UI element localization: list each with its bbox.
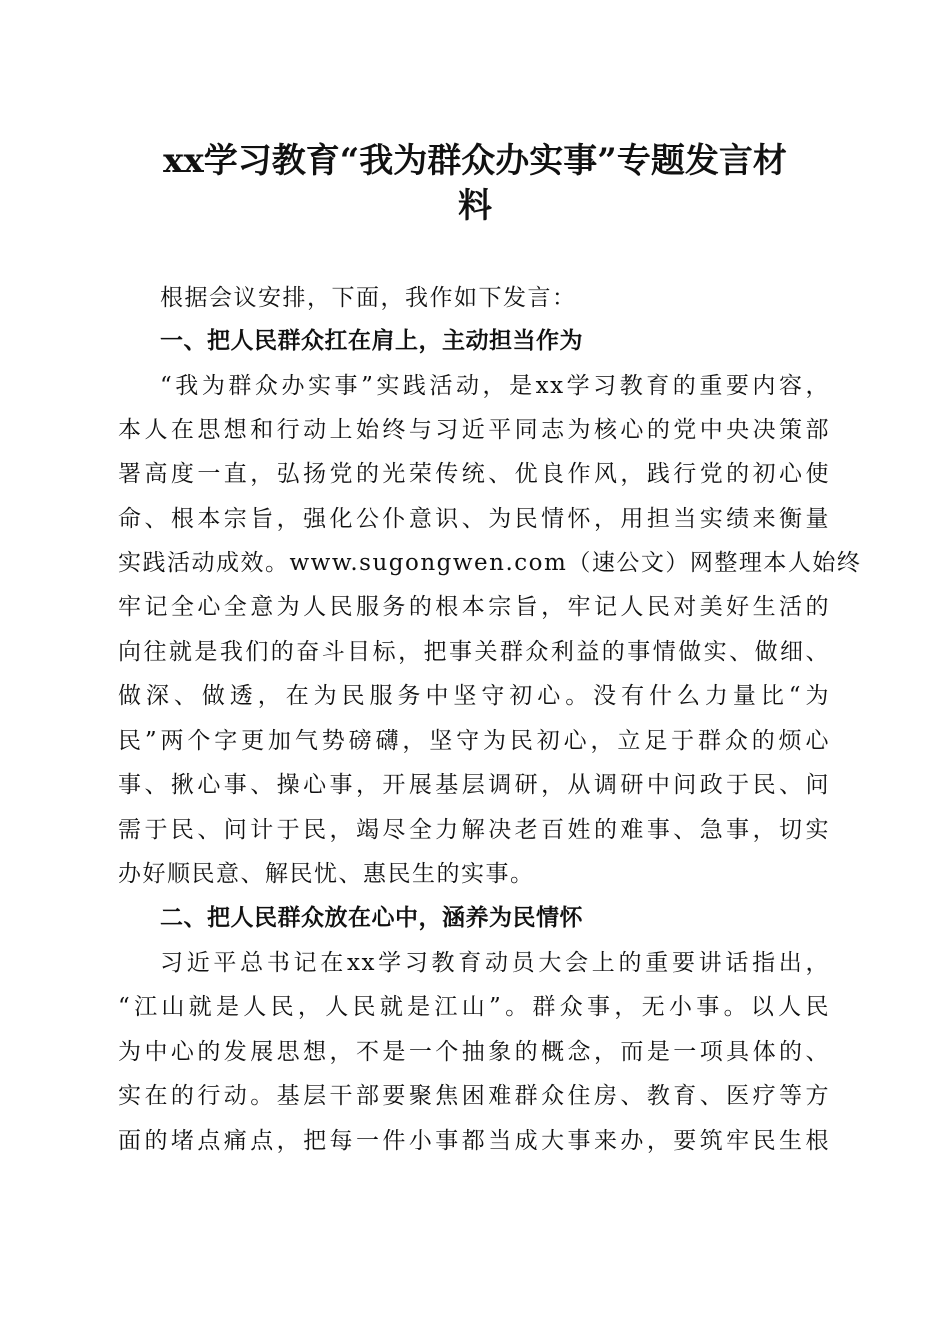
section-1-line: 署高度一直，弘扬党的光荣传统、优良作风，践行党的初心使 bbox=[118, 461, 830, 487]
section-2-line: 实在的行动。基层干部要聚焦困难群众住房、教育、医疗等方 bbox=[118, 1083, 830, 1109]
section-1-line: 需于民、问计于民，竭尽全力解决老百姓的难事、急事，切实 bbox=[118, 817, 830, 843]
document-title-line-1: xx学习教育“我为群众办实事”专题发言材 bbox=[163, 141, 787, 181]
section-1-line: 办好顺民意、解民忧、惠民生的实事。 bbox=[118, 861, 535, 887]
section-1-line: 本人在思想和行动上始终与习近平同志为核心的党中央决策部 bbox=[118, 417, 830, 443]
section-2-line: 为中心的发展思想，不是一个抽象的概念，而是一项具体的、 bbox=[118, 1039, 830, 1065]
section-1-line: 实践活动成效。www.sugongwen.com（速公文）网整理本人始终 bbox=[118, 550, 862, 576]
section-2-line: “江山就是人民，人民就是江山”。群众事，无小事。以人民 bbox=[118, 994, 830, 1020]
section-1-line: 牢记全心全意为人民服务的根本宗旨，牢记人民对美好生活的 bbox=[118, 594, 830, 620]
section-1-line: 事、揪心事、操心事，开展基层调研，从调研中问政于民、问 bbox=[118, 772, 830, 798]
intro-paragraph: 根据会议安排，下面，我作如下发言： bbox=[160, 285, 577, 311]
section-1-line: 做深、做透，在为民服务中坚守初心。没有什么力量比“为 bbox=[118, 683, 830, 709]
section-2-heading: 二、把人民群众放在心中，涵养为民情怀 bbox=[160, 905, 583, 931]
document-title-line-2: 料 bbox=[458, 186, 492, 226]
section-1-line: 命、根本宗旨，强化公仆意识、为民情怀，用担当实绩来衡量 bbox=[118, 506, 830, 532]
section-2-line: 面的堵点痛点，把每一件小事都当成大事来办，要筑牢民生根 bbox=[118, 1128, 830, 1154]
section-1-line: “我为群众办实事”实践活动，是xx学习教育的重要内容， bbox=[160, 373, 830, 399]
section-2-line: 习近平总书记在xx学习教育动员大会上的重要讲话指出， bbox=[160, 950, 830, 976]
section-1-line: 向往就是我们的奋斗目标，把事关群众利益的事情做实、做细、 bbox=[118, 639, 830, 665]
section-1-heading: 一、把人民群众扛在肩上，主动担当作为 bbox=[160, 328, 583, 354]
section-1-line: 民”两个字更加气势磅礴，坚守为民初心，立足于群众的烦心 bbox=[118, 728, 830, 754]
